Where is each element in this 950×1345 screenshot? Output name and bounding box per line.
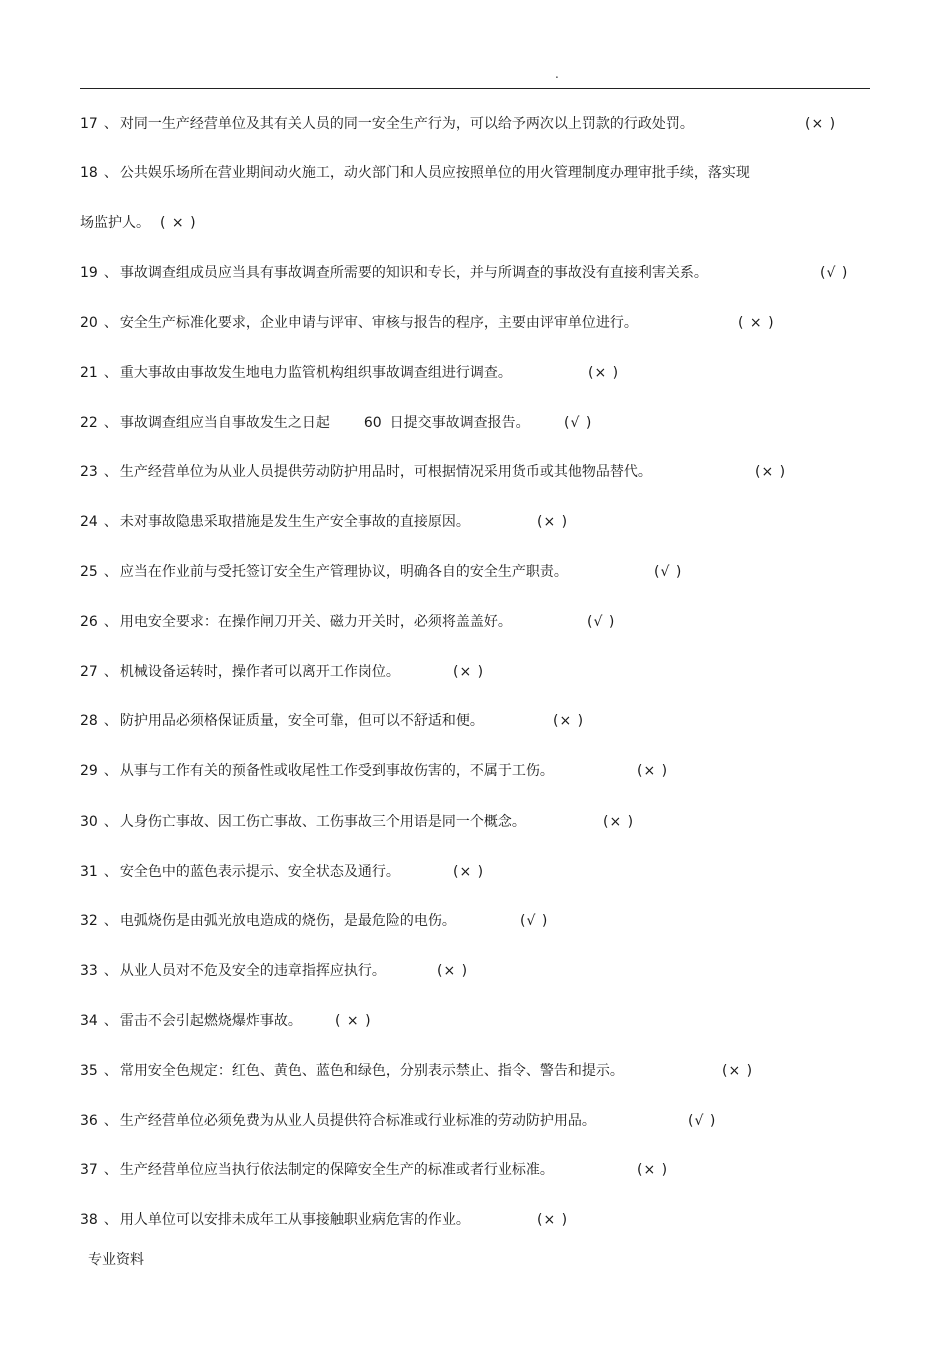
question-38	[80, 1209, 470, 1231]
question-number: 22	[80, 415, 98, 431]
separator: 、	[103, 265, 118, 281]
question-35	[80, 1060, 624, 1082]
header-mark: .	[555, 67, 559, 81]
separator: 、	[103, 564, 118, 580]
answer-34: ( × )	[335, 1013, 372, 1029]
question-number: 30	[80, 814, 98, 830]
answer-21: (× )	[588, 365, 620, 381]
question-text: 事故调查组应当自事故发生之日起	[119, 415, 330, 431]
question-text: 电弧烧伤是由弧光放电造成的烧伤，是最危险的电伤。	[119, 913, 456, 929]
answer-27: (× )	[453, 664, 485, 680]
continuation-text: 场监护人。	[80, 215, 150, 231]
header-rule	[80, 88, 870, 89]
question-text: 未对事故隐患采取措施是发生生产安全事故的直接原因。	[119, 514, 470, 530]
separator: 、	[103, 1162, 118, 1178]
question-number: 29	[80, 763, 98, 779]
separator: 、	[103, 814, 118, 830]
answer-33: (× )	[437, 963, 469, 979]
answer-26: (√ )	[587, 614, 616, 630]
question-number: 20	[80, 315, 98, 331]
question-text: 应当在作业前与受托签订安全生产管理协议，明确各自的安全生产职责。	[119, 564, 568, 580]
question-number: 25	[80, 564, 98, 580]
question-number: 36	[80, 1113, 98, 1129]
question-18	[80, 162, 750, 184]
question-text: 防护用品必须格保证质量，安全可靠，但可以不舒适和便。	[119, 713, 484, 729]
question-32	[80, 910, 456, 932]
question-18-continuation	[80, 212, 197, 234]
answer-38: (× )	[537, 1212, 569, 1228]
question-text-after: 日提交事故调查报告。	[389, 415, 530, 431]
separator: 、	[103, 1212, 118, 1228]
question-number: 32	[80, 913, 98, 929]
answer-20: ( × )	[738, 315, 775, 331]
question-number: 33	[80, 963, 98, 979]
separator: 、	[103, 165, 118, 181]
question-number: 17	[80, 116, 98, 132]
question-22	[80, 412, 530, 434]
separator: 、	[103, 614, 118, 630]
question-number: 35	[80, 1063, 98, 1079]
question-text: 生产经营单位为从业人员提供劳动防护用品时，可根据情况采用货币或其他物品替代。	[119, 464, 652, 480]
separator: 、	[103, 315, 118, 331]
question-text: 机械设备运转时，操作者可以离开工作岗位。	[119, 664, 400, 680]
separator: 、	[103, 763, 118, 779]
separator: 、	[103, 1063, 118, 1079]
answer-36: (√ )	[688, 1113, 717, 1129]
separator: 、	[103, 116, 118, 132]
answer-24: (× )	[537, 514, 569, 530]
separator: 、	[103, 1013, 118, 1029]
separator: 、	[103, 1113, 118, 1129]
answer-19: (√ )	[820, 265, 849, 281]
separator: 、	[103, 664, 118, 680]
question-37	[80, 1159, 554, 1181]
question-28	[80, 710, 484, 732]
question-text: 常用安全色规定：红色、黄色、蓝色和绿色，分别表示禁止、指令、警告和提示。	[119, 1063, 624, 1079]
question-number: 21	[80, 365, 98, 381]
question-33	[80, 960, 386, 982]
answer-23: (× )	[755, 464, 787, 480]
question-number: 38	[80, 1212, 98, 1228]
question-text: 安全色中的蓝色表示提示、安全状态及通行。	[119, 864, 400, 880]
footer-label: 专业资料	[88, 1252, 144, 1268]
question-text: 对同一生产经营单位及其有关人员的同一安全生产行为，可以给予两次以上罚款的行政处罚。	[119, 116, 694, 132]
question-26	[80, 611, 512, 633]
question-21	[80, 362, 512, 384]
question-text: 重大事故由事故发生地电力监管机构组织事故调查组进行调查。	[119, 365, 512, 381]
question-36	[80, 1110, 596, 1132]
question-text: 生产经营单位应当执行依法制定的保障安全生产的标准或者行业标准。	[119, 1162, 554, 1178]
question-number-value: 60	[363, 415, 382, 431]
answer-25: (√ )	[654, 564, 683, 580]
answer-29: (× )	[637, 763, 669, 779]
question-17	[80, 113, 694, 135]
answer-28: (× )	[553, 713, 585, 729]
question-31	[80, 861, 400, 883]
separator: 、	[103, 464, 118, 480]
separator: 、	[103, 365, 118, 381]
answer-22: (√ )	[564, 415, 593, 431]
answer-35: (× )	[722, 1063, 754, 1079]
question-19	[80, 262, 708, 284]
question-text: 事故调查组成员应当具有事故调查所需要的知识和专长，并与所调查的事故没有直接利害关系。	[119, 265, 708, 281]
question-number: 24	[80, 514, 98, 530]
answer-30: (× )	[603, 814, 635, 830]
separator: 、	[103, 514, 118, 530]
question-text: 用电安全要求：在操作闸刀开关、磁力开关时，必须将盖盖好。	[119, 614, 512, 630]
question-text: 从业人员对不危及安全的违章指挥应执行。	[119, 963, 386, 979]
question-number: 28	[80, 713, 98, 729]
question-text: 雷击不会引起燃烧爆炸事故。	[119, 1013, 302, 1029]
answer-18: ( × )	[160, 215, 197, 231]
question-number: 26	[80, 614, 98, 630]
question-number: 27	[80, 664, 98, 680]
answer-31: (× )	[453, 864, 485, 880]
separator: 、	[103, 864, 118, 880]
question-number: 34	[80, 1013, 98, 1029]
question-34	[80, 1010, 302, 1032]
separator: 、	[103, 415, 118, 431]
answer-17: (× )	[805, 116, 837, 132]
question-number: 37	[80, 1162, 98, 1178]
separator: 、	[103, 713, 118, 729]
question-number: 23	[80, 464, 98, 480]
question-text: 公共娱乐场所在营业期间动火施工，动火部门和人员应按照单位的用火管理制度办理审批手续，落实现	[119, 165, 750, 181]
question-23	[80, 461, 652, 483]
question-29	[80, 760, 554, 782]
question-number: 31	[80, 864, 98, 880]
question-text: 人身伤亡事故、因工伤亡事故、工伤事故三个用语是同一个概念。	[119, 814, 526, 830]
question-text: 从事与工作有关的预备性或收尾性工作受到事故伤害的，不属于工伤。	[119, 763, 554, 779]
question-27	[80, 661, 400, 683]
separator: 、	[103, 963, 118, 979]
question-25	[80, 561, 568, 583]
answer-32: (√ )	[520, 913, 549, 929]
question-24	[80, 511, 470, 533]
question-text: 安全生产标准化要求，企业申请与评审、审核与报告的程序，主要由评审单位进行。	[119, 315, 638, 331]
answer-37: (× )	[637, 1162, 669, 1178]
question-20	[80, 312, 638, 334]
question-number: 18	[80, 165, 98, 181]
question-text: 生产经营单位必须免费为从业人员提供符合标准或行业标准的劳动防护用品。	[119, 1113, 596, 1129]
question-text: 用人单位可以安排未成年工从事接触职业病危害的作业。	[119, 1212, 470, 1228]
separator: 、	[103, 913, 118, 929]
question-number: 19	[80, 265, 98, 281]
question-30	[80, 811, 526, 833]
